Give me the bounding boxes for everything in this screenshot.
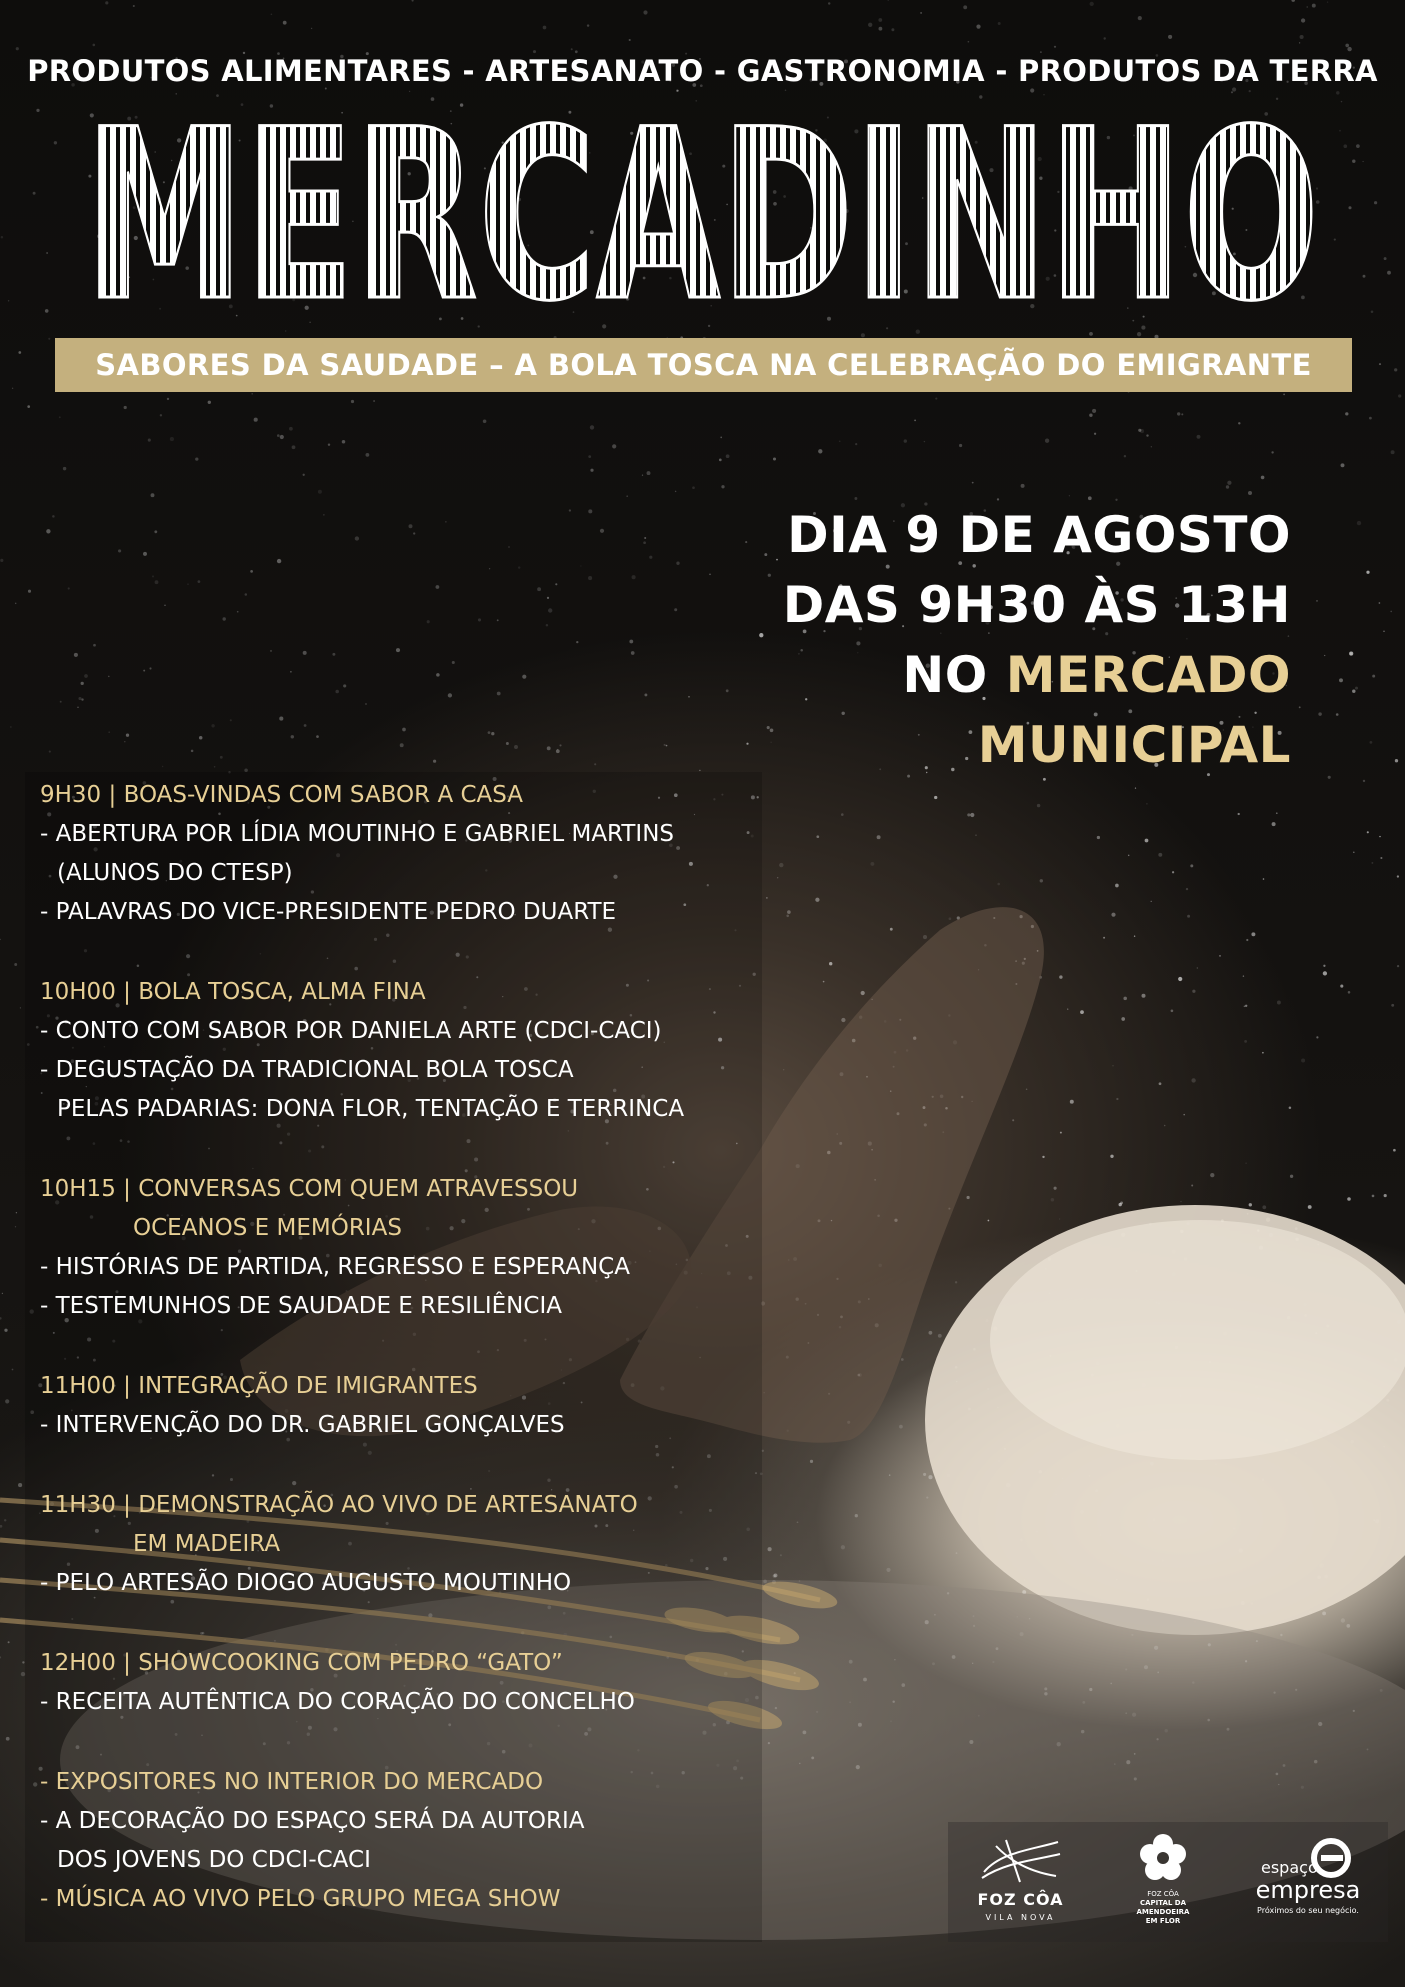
almond-flower-icon — [1137, 1832, 1189, 1884]
session-line: - CONTO COM SABOR POR DANIELA ARTE (CDCI-CACI) — [40, 1018, 662, 1044]
espaco-tagline: Próximos do seu negócio. — [1257, 1906, 1359, 1915]
session-title-cont: EM MADEIRA — [133, 1531, 281, 1557]
extras-line: - MÚSICA AO VIVO PELO GRUPO MEGA SHOW — [40, 1886, 561, 1912]
event-place-line1 — [783, 640, 1291, 710]
session-line: (ALUNOS DO CTESP) — [57, 860, 293, 886]
session-line: - RECEITA AUTÊNTICA DO CORAÇÃO DO CONCELHO — [40, 1689, 635, 1715]
extras-line: - EXPOSITORES NO INTERIOR DO MERCADO — [40, 1769, 544, 1795]
session-line: - DEGUSTAÇÃO DA TRADICIONAL BOLA TOSCA — [40, 1057, 574, 1083]
session-title: 10H00 | BOLA TOSCA, ALMA FINA — [40, 979, 426, 1005]
event-info — [783, 500, 1291, 780]
espaco-word: espaço — [1261, 1858, 1318, 1877]
session-line: - ABERTURA POR LÍDIA MOUTINHO E GABRIEL MARTINS — [40, 821, 674, 847]
session-title: 12H00 | SHOWCOOKING COM PEDRO “GATO” — [40, 1650, 563, 1676]
subtitle-band: SABORES DA SAUDADE – A BOLA TOSCA NA CELEBRAÇÃO DO EMIGRANTE — [55, 338, 1352, 392]
title-text: MERCADINHO — [84, 112, 1320, 312]
amendoeira-line3: AMENDOEIRA — [1136, 1908, 1190, 1916]
event-place-prefix: NO — [902, 646, 988, 704]
espaco-empresa-logo — [1233, 1822, 1383, 1942]
event-date: DIA 9 DE AGOSTO — [787, 506, 1291, 564]
session-title: 11H30 | DEMONSTRAÇÃO AO VIVO DE ARTESANATO — [40, 1492, 638, 1518]
session-line: - TESTEMUNHOS DE SAUDADE E RESILIÊNCIA — [40, 1293, 562, 1319]
extras-line: - A DECORAÇÃO DO ESPAÇO SERÁ DA AUTORIA — [40, 1808, 585, 1834]
foz-coa-name: FOZ CÔA — [977, 1890, 1064, 1909]
session-title: 11H00 | INTEGRAÇÃO DE IMIGRANTES — [40, 1373, 478, 1399]
session-line: - INTERVENÇÃO DO DR. GABRIEL GONÇALVES — [40, 1412, 565, 1438]
extras-line: DOS JOVENS DO CDCI-CACI — [57, 1847, 371, 1873]
event-place-name: MERCADO — [1005, 646, 1291, 704]
empresa-word: empresa — [1255, 1876, 1361, 1904]
event-time: DAS 9H30 ÀS 13H — [782, 576, 1291, 634]
title-mercadinho — [80, 112, 1325, 312]
amendoeira-logo — [1098, 1822, 1228, 1942]
session-line: PELAS PADARIAS: DONA FLOR, TENTAÇÃO E TERRINCA — [57, 1096, 685, 1122]
session-line: - HISTÓRIAS DE PARTIDA, REGRESSO E ESPERANÇA — [40, 1254, 630, 1280]
foz-coa-emblem-icon — [976, 1832, 1066, 1886]
session-line: - PALAVRAS DO VICE-PRESIDENTE PEDRO DUARTE — [40, 899, 617, 925]
foz-coa-logo — [948, 1822, 1093, 1942]
event-place-line2: MUNICIPAL — [977, 716, 1291, 774]
sponsor-logos — [948, 1822, 1388, 1942]
program-list — [40, 776, 800, 1919]
amendoeira-line1: FOZ CÔA — [1147, 1890, 1179, 1898]
session-line: - PELO ARTESÃO DIOGO AUGUSTO MOUTINHO — [40, 1570, 572, 1596]
amendoeira-line2: CAPITAL DA — [1139, 1899, 1187, 1907]
foz-coa-sub: VILA NOVA — [985, 1913, 1056, 1922]
categories-strap: PRODUTOS ALIMENTARES - ARTESANATO - GASTRONOMIA - PRODUTOS DA TERRA — [27, 54, 1378, 88]
session-title: 10H15 | CONVERSAS COM QUEM ATRAVESSOU — [40, 1176, 579, 1202]
amendoeira-line4: EM FLOR — [1145, 1917, 1181, 1925]
session-title-cont: OCEANOS E MEMÓRIAS — [133, 1215, 402, 1241]
session-title: 9H30 | BOAS-VINDAS COM SABOR A CASA — [40, 782, 524, 808]
